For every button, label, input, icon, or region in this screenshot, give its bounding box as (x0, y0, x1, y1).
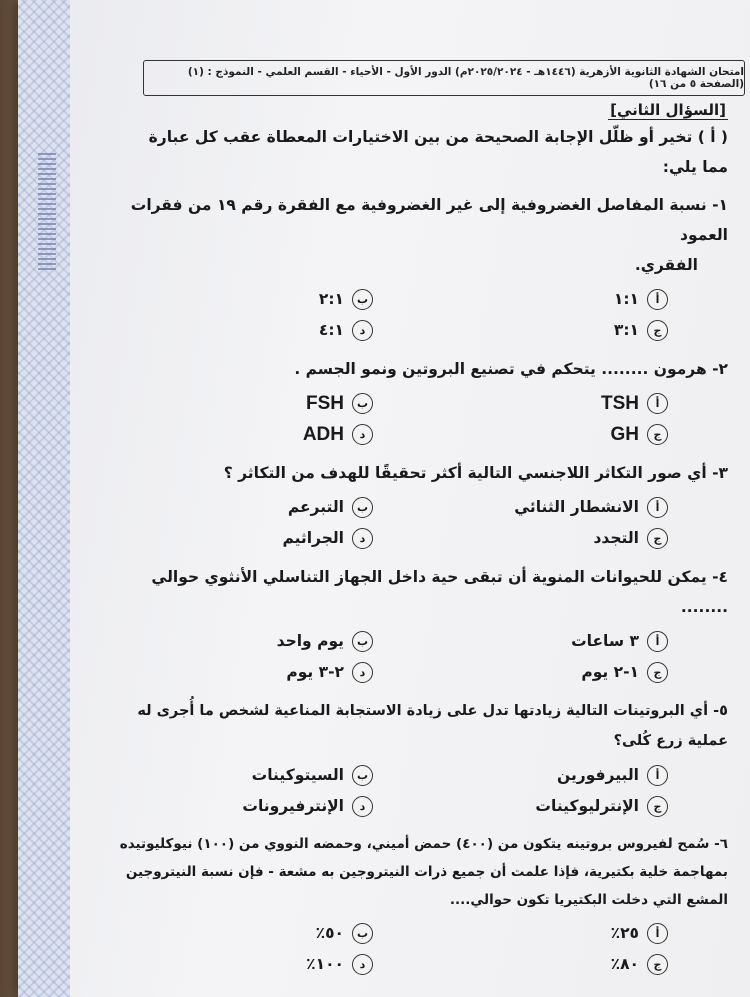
option-d[interactable] (118, 791, 373, 822)
option-c[interactable] (413, 657, 668, 688)
question-text: ٤- يمكن للحيوانات المنوية أن تبقى حية داخل الجهاز التناسلي الأنثوي حوالي ........ (151, 568, 728, 616)
option-letter: د (352, 954, 373, 975)
option-text: ٢:١ (318, 290, 344, 308)
option-text: ٣:١ (613, 321, 639, 339)
option-letter: ب (352, 923, 373, 944)
option-text: الإنترليوكينات (535, 797, 639, 815)
option-text: ٢٥٪ (610, 924, 639, 942)
part-a-instruction: ( أ ) تخير أو ظلّل الإجابة الصحيحة من بين الاختيارات المعطاة عقب كل عبارة مما يلي: (148, 128, 728, 176)
option-a[interactable] (413, 492, 668, 523)
question-text: الفقري. (634, 256, 698, 274)
question-text: ١- نسبة المفاصل الغضروفية إلى غير الغضروفية مع الفقرة رقم ١٩ من فقرات العمود (130, 196, 728, 244)
option-text: ٨٠٪ (610, 955, 639, 973)
option-letter: ج (647, 662, 668, 683)
options-grid (118, 492, 728, 554)
option-letter: ب (352, 289, 373, 310)
option-a[interactable] (413, 284, 668, 315)
security-margin-pattern (18, 0, 70, 997)
option-letter: أ (647, 765, 668, 786)
option-text: ١:١ (613, 290, 639, 308)
exam-page (18, 0, 750, 997)
options-grid (118, 918, 728, 980)
question-area (118, 100, 728, 980)
option-text: الإنترفيرونات (242, 797, 344, 815)
option-a[interactable] (413, 388, 668, 419)
option-text: البيرفورين (557, 766, 639, 784)
option-text: FSH (306, 393, 344, 414)
option-text: التجدد (593, 529, 639, 547)
option-c[interactable] (413, 315, 668, 346)
option-letter: ب (352, 497, 373, 518)
question-text: ٥- أي البروتينات التالية زيادتها تدل على زيادة الاستجابة المناعية لشخص ما أُجرى له عملية زرع كُلى؟ (137, 703, 728, 749)
option-text: التبرعم (287, 498, 344, 516)
question-text: ٣- أي صور التكاثر اللاجنسي التالية أكثر تحقيقًا للهدف من التكاثر ؟ (223, 464, 728, 482)
option-letter: ب (352, 765, 373, 786)
option-b[interactable] (118, 760, 373, 791)
option-d[interactable] (118, 419, 373, 450)
option-b[interactable] (118, 388, 373, 419)
option-letter: ج (647, 954, 668, 975)
barcode-strip (38, 150, 56, 270)
option-letter: ج (647, 424, 668, 445)
exam-header (143, 60, 745, 96)
question-text: المشع التي دخلت البكتيريا تكون حوالي.... (449, 892, 728, 908)
option-d[interactable] (118, 523, 373, 554)
option-text: ٥٠٪ (315, 924, 344, 942)
option-text: السيتوكينات (251, 766, 344, 784)
option-d[interactable] (118, 949, 373, 980)
option-text: الانشطار الثنائي (514, 498, 639, 516)
option-c[interactable] (413, 419, 668, 450)
option-letter: د (352, 796, 373, 817)
option-c[interactable] (413, 949, 668, 980)
option-c[interactable] (413, 791, 668, 822)
option-text: ١٠٠٪ (306, 955, 344, 973)
option-letter: ج (647, 320, 668, 341)
question-text: ٦- سُمح لفيروس بروتينه يتكون من (٤٠٠) حمض أميني، وحمضه النووي من (١٠٠) نيوكليوتيده (119, 836, 728, 852)
option-letter: ج (647, 796, 668, 817)
options-grid (118, 626, 728, 688)
option-text: ADH (302, 424, 344, 445)
option-letter: د (352, 320, 373, 341)
option-letter: أ (647, 497, 668, 518)
option-d[interactable] (118, 315, 373, 346)
question-4 (118, 562, 728, 688)
question-3 (118, 458, 728, 554)
option-text: ١-٢ يوم (581, 663, 639, 681)
option-a[interactable] (413, 918, 668, 949)
option-text: GH (610, 424, 639, 445)
option-d[interactable] (118, 657, 373, 688)
question-text: بمهاجمة خلية بكتيرية، فإذا علمت أن جميع ذرات النيتروجين به مشعة - فإن نسبة النيتروجين (125, 864, 728, 880)
option-letter: ب (352, 631, 373, 652)
option-b[interactable] (118, 492, 373, 523)
option-letter: د (352, 662, 373, 683)
option-letter: أ (647, 393, 668, 414)
option-a[interactable] (413, 760, 668, 791)
option-text: يوم واحد (276, 632, 344, 650)
section-title: [السؤال الثاني] (610, 101, 726, 119)
option-b[interactable] (118, 918, 373, 949)
option-letter: د (352, 528, 373, 549)
options-grid (118, 284, 728, 346)
option-letter: د (352, 424, 373, 445)
option-text: TSH (601, 393, 639, 414)
option-text: ٢-٣ يوم (286, 663, 344, 681)
option-letter: أ (647, 923, 668, 944)
option-letter: أ (647, 289, 668, 310)
option-b[interactable] (118, 284, 373, 315)
option-letter: ب (352, 393, 373, 414)
options-grid (118, 388, 728, 450)
question-2 (118, 354, 728, 450)
option-text: الجراثيم (282, 529, 344, 547)
option-b[interactable] (118, 626, 373, 657)
question-5 (118, 696, 728, 822)
question-6 (118, 830, 728, 980)
option-a[interactable] (413, 626, 668, 657)
options-grid (118, 760, 728, 822)
question-text: ٢- هرمون ........ يتحكم في تصنيع البروتين ونمو الجسم . (294, 360, 728, 378)
option-text: ٤:١ (318, 321, 344, 339)
option-c[interactable] (413, 523, 668, 554)
exam-header-text: امتحان الشهادة الثانوية الأزهرية (١٤٤٦هـ - ٢٠٢٥/٢٠٢٤م) الدور الأول - الأحياء - القسم العلمي - النموذج : (١) (الصفحة ٥ من ١٦) (187, 66, 744, 90)
option-text: ٣ ساعات (571, 632, 639, 650)
question-1 (118, 190, 728, 346)
option-letter: ج (647, 528, 668, 549)
option-letter: أ (647, 631, 668, 652)
